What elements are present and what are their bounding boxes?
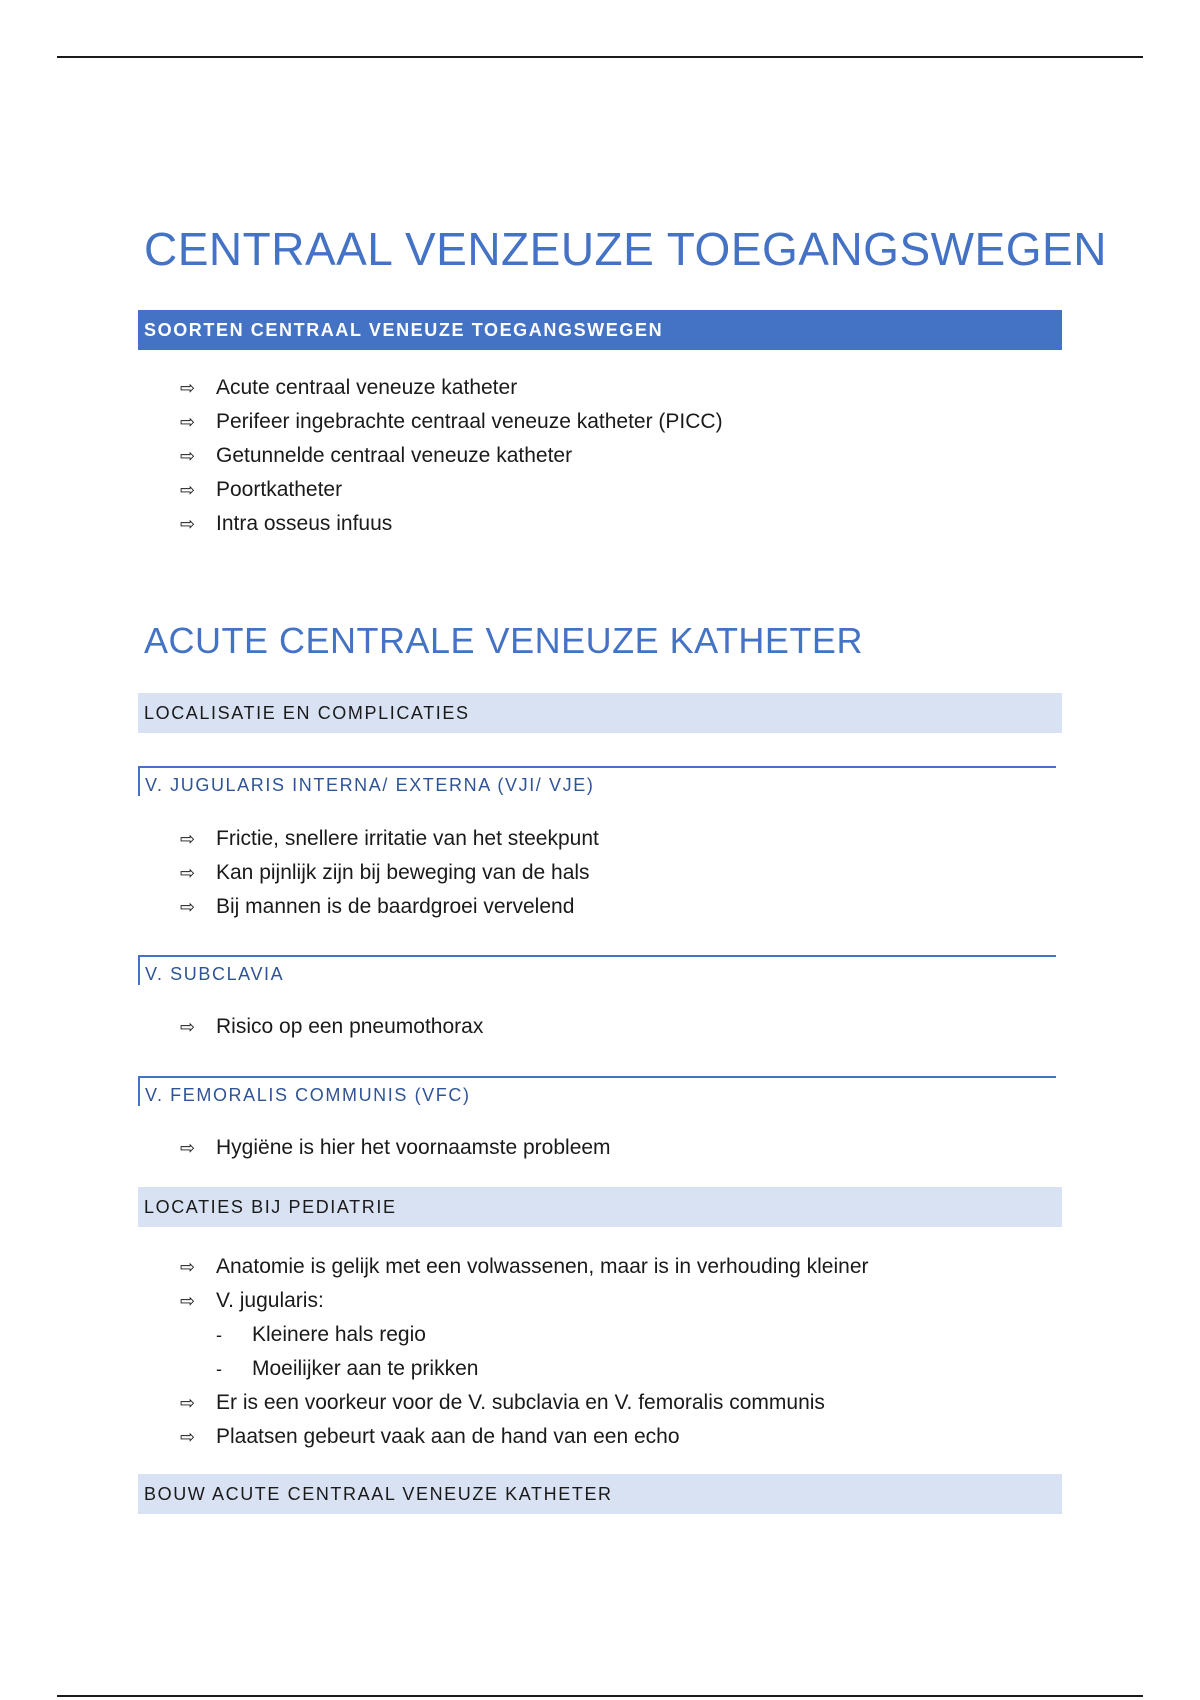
list-item: ⇨ Acute centraal veneuze katheter bbox=[180, 371, 723, 405]
arrow-bullet-icon: ⇨ bbox=[180, 1427, 196, 1447]
dash-bullet: - bbox=[216, 1359, 222, 1379]
arrow-bullet-icon: ⇨ bbox=[180, 863, 196, 883]
subheading-subclavia: V. SUBCLAVIA bbox=[138, 955, 1056, 985]
list-item: ⇨ V. jugularis: bbox=[180, 1284, 869, 1318]
sub-list-item: - Moeilijker aan te prikken bbox=[180, 1352, 869, 1386]
list-item: ⇨ Getunnelde centraal veneuze katheter bbox=[180, 439, 723, 473]
list-item: ⇨ Intra osseus infuus bbox=[180, 507, 723, 541]
arrow-bullet-icon: ⇨ bbox=[180, 480, 196, 500]
list-item: ⇨ Risico op een pneumothorax bbox=[180, 1010, 483, 1044]
list-item: ⇨ Er is een voorkeur voor de V. subclavia en V. femoralis communis bbox=[180, 1386, 869, 1420]
list-item: ⇨ Hygiëne is hier het voornaamste probleem bbox=[180, 1131, 611, 1165]
arrow-bullet-icon: ⇨ bbox=[180, 378, 196, 398]
arrow-bullet-icon: ⇨ bbox=[180, 897, 196, 917]
footer-rule bbox=[57, 1695, 1143, 1697]
arrow-bullet-icon: ⇨ bbox=[180, 1138, 196, 1158]
types-list bbox=[180, 371, 723, 541]
subheading-jugularis: V. JUGULARIS INTERNA/ EXTERNA (VJI/ VJE) bbox=[138, 766, 1056, 796]
arrow-bullet-icon: ⇨ bbox=[180, 446, 196, 466]
main-heading: CENTRAAL VENZEUZE TOEGANGSWEGEN bbox=[144, 223, 1107, 275]
arrow-bullet-icon: ⇨ bbox=[180, 829, 196, 849]
arrow-bullet-icon: ⇨ bbox=[180, 1291, 196, 1311]
femoralis-list bbox=[180, 1131, 611, 1165]
second-heading: ACUTE CENTRALE VENEUZE KATHETER bbox=[144, 620, 863, 661]
section-heading-build: BOUW ACUTE CENTRAAL VENEUZE KATHETER bbox=[138, 1474, 1062, 1514]
list-item: ⇨ Poortkatheter bbox=[180, 473, 723, 507]
section-heading-pediatrics: LOCATIES BIJ PEDIATRIE bbox=[138, 1187, 1062, 1227]
list-item: ⇨ Anatomie is gelijk met een volwassenen, maar is in verhouding kleiner bbox=[180, 1250, 869, 1284]
list-item: ⇨ Plaatsen gebeurt vaak aan de hand van een echo bbox=[180, 1420, 869, 1454]
arrow-bullet-icon: ⇨ bbox=[180, 514, 196, 534]
list-item: ⇨ Kan pijnlijk zijn bij beweging van de hals bbox=[180, 856, 599, 890]
arrow-bullet-icon: ⇨ bbox=[180, 1393, 196, 1413]
list-item: ⇨ Bij mannen is de baardgroei vervelend bbox=[180, 890, 599, 924]
header-rule bbox=[57, 56, 1143, 58]
list-item: ⇨ Perifeer ingebrachte centraal veneuze katheter (PICC) bbox=[180, 405, 723, 439]
pediatrics-list bbox=[180, 1250, 869, 1454]
dash-bullet: - bbox=[216, 1325, 222, 1345]
subclavia-list bbox=[180, 1010, 483, 1044]
arrow-bullet-icon: ⇨ bbox=[180, 1257, 196, 1277]
arrow-bullet-icon: ⇨ bbox=[180, 412, 196, 432]
list-item: ⇨ Frictie, snellere irritatie van het steekpunt bbox=[180, 822, 599, 856]
jugularis-list bbox=[180, 822, 599, 924]
arrow-bullet-icon: ⇨ bbox=[180, 1017, 196, 1037]
sub-list-item: - Kleinere hals regio bbox=[180, 1318, 869, 1352]
section-heading-localisation: LOCALISATIE EN COMPLICATIES bbox=[138, 693, 1062, 733]
subheading-femoralis: V. FEMORALIS COMMUNIS (VFC) bbox=[138, 1076, 1056, 1106]
section-heading-types: SOORTEN CENTRAAL VENEUZE TOEGANGSWEGEN bbox=[138, 310, 1062, 350]
